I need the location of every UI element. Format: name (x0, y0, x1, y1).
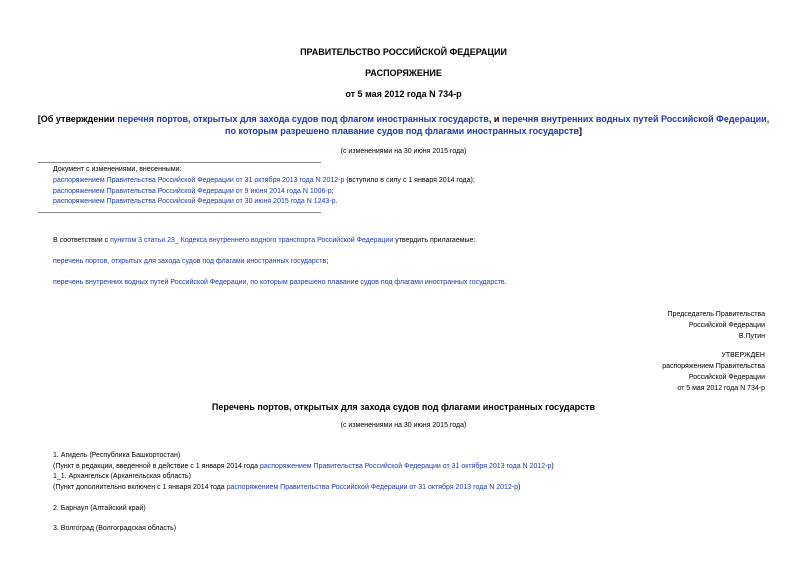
signature-line-2: Российской Федерации (688, 322, 765, 329)
list-entry-2: 2. Барнаул (Алтайский край) (53, 505, 146, 512)
signature-block (668, 309, 765, 342)
changes-top-divider (38, 162, 321, 163)
doc-title-line-2 (0, 126, 807, 136)
approved-line-3: Российской Федерации (688, 374, 765, 381)
title-prefix: [Об утверждении (37, 114, 118, 124)
title-link-waterways-cont[interactable]: по которым разрешено плавание судов под флагами иностранных государств (225, 126, 579, 136)
list-entry-1: 1. Агидель (Республика Башкортостан) (53, 452, 181, 459)
change-item-1: распоряжением Правительства Российской Федерации от 31 октября 2013 года N 2012-р (вступило в силу с 1 января 2014 года); (53, 177, 475, 184)
list-entry-1-note: (Пункт в редакции, введенной в действие с 1 января 2014 года распоряжением Правительства Российской Федерации от 31 октября 2013 года N 2012-р) (53, 463, 554, 470)
waterways-list-link[interactable]: перечень внутренних водных путей Российской Федерации, по которым разрешено плавание судов под флагами иностранных государств (53, 279, 505, 286)
list-entry-1-1-note: (Пункт дополнительно включен с 1 января 2014 года распоряжением Правительства Российской Федерации от 31 октября 2013 года N 2012-р) (53, 484, 521, 491)
approved-block (662, 350, 765, 394)
change-link-1[interactable]: распоряжением Правительства Российской Федерации от 31 октября 2013 года N 2012-р (53, 177, 345, 184)
body-item-waterways: перечень внутренних водных путей Российской Федерации, по которым разрешено плавание судов под флагами иностранных государств. (53, 279, 507, 286)
entry-1-1-amendment-link[interactable]: распоряжением Правительства Российской Федерации от 31 октября 2013 года N 2012-р (226, 484, 518, 491)
changes-intro: Документ с изменениями, внесенными: (53, 166, 182, 173)
doc-type: РАСПОРЯЖЕНИЕ (365, 68, 442, 78)
change-link-2[interactable]: распоряжением Правительства Российской Федерации от 9 июня 2014 года N 1006-р (53, 188, 332, 195)
changes-bottom-divider (38, 212, 321, 213)
entry-1-amendment-link[interactable]: распоряжением Правительства Российской Федерации от 31 октября 2013 года N 2012-р (259, 463, 552, 470)
edition-note: (с изменениями на 30 июня 2015 года) (340, 148, 467, 155)
signature-name: В.Путин (738, 333, 765, 340)
change-link-3[interactable]: распоряжением Правительства Российской Федерации от 30 июня 2015 года N 1243-р (53, 198, 336, 205)
list-entry-1-1: 1_1. Архангельск (Архангельская область) (53, 473, 191, 480)
title-suffix: ] (578, 126, 582, 136)
code-article-link[interactable]: пунктом 3 статьи 23_ Кодекса внутреннего водного транспорта Российской Федерации (110, 237, 394, 244)
title-connector: , и (488, 114, 502, 124)
approved-line-2: распоряжением Правительства (662, 363, 765, 370)
body-paragraph-1: В соответствии с пунктом 3 статьи 23_ Кодекса внутреннего водного транспорта Российской Федерации утвердить прилагаемые: (53, 237, 476, 244)
doc-date: от 5 мая 2012 года N 734-р (345, 89, 462, 99)
approved-line-1: УТВЕРЖДЕН (721, 352, 765, 359)
org-title: ПРАВИТЕЛЬСТВО РОССИЙСКОЙ ФЕДЕРАЦИИ (300, 47, 507, 57)
ports-list-link[interactable]: перечень портов, открытых для захода судов под флагами иностранных государств (53, 258, 327, 265)
title-link-waterways[interactable]: перечня внутренних водных путей Российской Федерации, (501, 114, 770, 124)
change-item-3: распоряжением Правительства Российской Федерации от 30 июня 2015 года N 1243-р. (53, 198, 338, 205)
approved-line-4: от 5 мая 2012 года N 734-р (677, 385, 765, 392)
list-heading: Перечень портов, открытых для захода судов под флагами иностранных государств (211, 402, 596, 412)
change-item-2: распоряжением Правительства Российской Федерации от 9 июня 2014 года N 1006-р; (53, 188, 334, 195)
list-entry-3: 3. Волгоград (Волгоградская область) (53, 525, 177, 532)
signature-line-1: Председатель Правительства (667, 311, 765, 318)
title-link-ports[interactable]: перечня портов, открытых для захода судов под флагом иностранных государств (117, 114, 489, 124)
list-edition-note: (с изменениями на 30 июня 2015 года) (340, 422, 467, 429)
body-item-ports: перечень портов, открытых для захода судов под флагами иностранных государств; (53, 258, 329, 265)
doc-title-line-1 (0, 114, 807, 124)
